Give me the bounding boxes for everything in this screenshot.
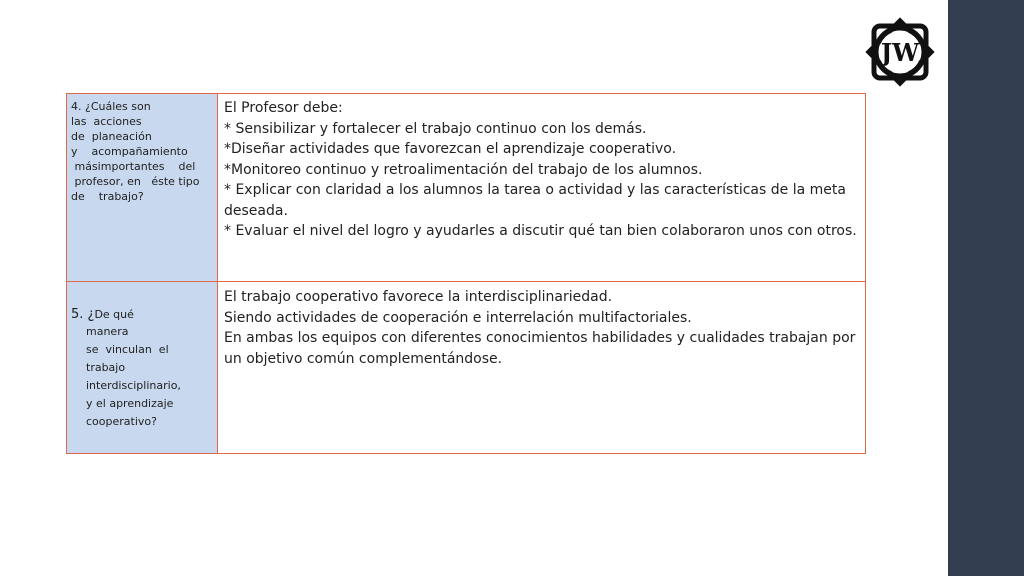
content-table xyxy=(66,93,866,454)
answer-line: *Monitoreo continuo y retroalimentación del trabajo de los alumnos. xyxy=(224,161,703,178)
question-line: de trabajo? xyxy=(71,190,144,203)
question-cell xyxy=(67,282,218,454)
question-first-line xyxy=(71,306,213,323)
monogram-logo-icon xyxy=(856,10,944,96)
question-text xyxy=(67,94,217,204)
answer-text xyxy=(218,94,865,242)
question-number: 5. ¿ xyxy=(71,307,95,322)
question-line: manera xyxy=(86,325,129,338)
question-line: las acciones xyxy=(71,115,142,128)
table-row xyxy=(67,94,866,282)
answer-line: * Explicar con claridad a los alumnos la tarea o actividad y las características de la meta deseada. xyxy=(224,182,846,219)
question-line: y el aprendizaje xyxy=(86,397,174,410)
answer-line: Siendo actividades de cooperación e interrelación multifactoriales. xyxy=(224,309,692,326)
question-line: y acompañamiento xyxy=(71,145,188,158)
question-cell xyxy=(67,94,218,282)
question-line: cooperativo? xyxy=(86,415,157,428)
answer-line: * Evaluar el nivel del logro y ayudarles a discutir qué tan bien colaboraron unos con otros. xyxy=(224,223,857,239)
question-first-words: De qué xyxy=(94,308,134,321)
question-text xyxy=(67,282,217,431)
question-line: profesor, en éste tipo xyxy=(71,175,200,188)
answer-line: El trabajo cooperativo favorece la interdisciplinariedad. xyxy=(224,289,613,305)
answer-line: *Diseñar actividades que favorezcan el aprendizaje cooperativo. xyxy=(224,141,677,157)
answer-cell xyxy=(218,94,866,282)
answer-line: * Sensibilizar y fortalecer el trabajo continuo con los demás. xyxy=(224,120,647,137)
logo-text: JW xyxy=(880,38,920,67)
question-line: trabajo xyxy=(86,361,126,374)
side-bar xyxy=(948,0,1024,576)
answer-text xyxy=(218,282,865,369)
question-line: interdisciplinario, xyxy=(86,379,181,392)
answer-cell xyxy=(218,282,866,454)
answer-line: El Profesor debe: xyxy=(224,100,343,116)
question-line: de planeación xyxy=(71,130,152,143)
question-line: 4. ¿Cuáles son xyxy=(71,100,151,113)
question-line: se vinculan el xyxy=(86,343,169,356)
answer-line: En ambas los equipos con diferentes conocimientos habilidades y cualidades trabajan por un objetivo común complementándose. xyxy=(224,330,856,367)
question-line: másimportantes del xyxy=(71,160,196,173)
table-row xyxy=(67,282,866,454)
